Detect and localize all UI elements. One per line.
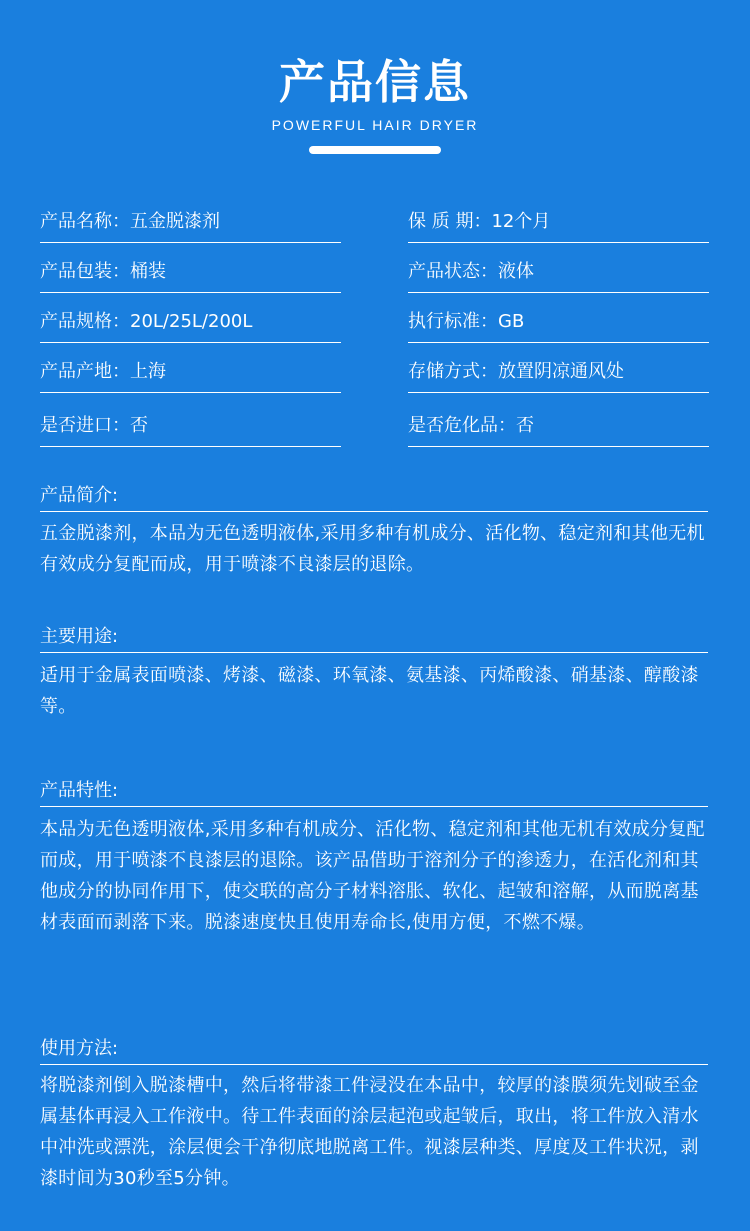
spec-value: 放置阴凉通风处 (498, 361, 624, 382)
spec-hazardous (408, 406, 709, 447)
spec-value: 上海 (130, 361, 166, 382)
spec-label: 执行标准： (408, 311, 498, 332)
spec-value: 否 (516, 415, 534, 436)
spec-value: 20L/25L/200L (130, 311, 253, 332)
spec-label: 产品状态： (408, 261, 498, 282)
spec-size (40, 302, 341, 343)
spec-shelf-life (408, 202, 709, 243)
spec-value: GB (498, 311, 525, 332)
spec-label: 存储方式： (408, 361, 498, 382)
spec-label: 产品包装： (40, 261, 130, 282)
section-body-usage: 适用于金属表面喷漆、烤漆、磁漆、环氧漆、氨基漆、丙烯酸漆、硝基漆、醇酸漆等。 (40, 665, 699, 717)
spec-label: 产品产地： (40, 361, 130, 382)
spec-standard (408, 302, 709, 343)
spec-label: 是否进口： (40, 415, 130, 436)
spec-value: 液体 (498, 261, 534, 282)
section-body-intro: 五金脱漆剂，本品为无色透明液体,采用多种有机成分、活化物、稳定剂和其他无机有效成分复配而成，用于喷漆不良漆层的退除。 (40, 523, 705, 575)
section-heading-method: 使用方法: (40, 1034, 708, 1065)
spec-product-name (40, 202, 341, 243)
spec-value: 五金脱漆剂 (130, 211, 220, 232)
spec-label: 产品规格： (40, 311, 130, 332)
spec-imported (40, 406, 341, 447)
section-heading-features: 产品特性: (40, 776, 708, 807)
spec-packaging (40, 252, 341, 293)
page-title: 产品信息 (279, 55, 471, 109)
section-body-method: 将脱漆剂倒入脱漆槽中，然后将带漆工件浸没在本品中，较厚的漆膜须先划破至金属基体再浸入工作液中。待工件表面的涂层起泡或起皱后，取出，将工件放入清水中冲洗或漂洗，涂层便会干净彻底地脱离工件。视漆层种类、厚度及工件状况，剥漆时间为30秒至5分钟。 (40, 1075, 699, 1189)
page-subtitle: POWERFUL HAIR DRYER (271, 117, 479, 133)
title-underline-bar (309, 146, 441, 154)
spec-label: 产品名称： (40, 211, 130, 232)
spec-label: 是否危化品： (408, 415, 516, 436)
spec-value: 否 (130, 415, 148, 436)
spec-label: 保 质 期： (408, 211, 492, 232)
section-heading-usage: 主要用途: (40, 622, 708, 653)
spec-origin (40, 352, 341, 393)
spec-value: 桶装 (130, 261, 166, 282)
section-heading-intro: 产品简介: (40, 481, 708, 512)
spec-storage (408, 352, 709, 393)
section-body-features: 本品为无色透明液体,采用多种有机成分、活化物、稳定剂和其他无机有效成分复配而成，用于喷漆不良漆层的退除。该产品借助于溶剂分子的渗透力，在活化剂和其他成分的协同作用下，使交联的高分子材料溶胀、软化、起皱和溶解，从而脱离基材表面而剥落下来。脱漆速度快且使用寿命长,使用方便，不燃不爆。 (40, 819, 705, 933)
spec-value: 12个月 (491, 211, 551, 232)
spec-state (408, 252, 709, 293)
